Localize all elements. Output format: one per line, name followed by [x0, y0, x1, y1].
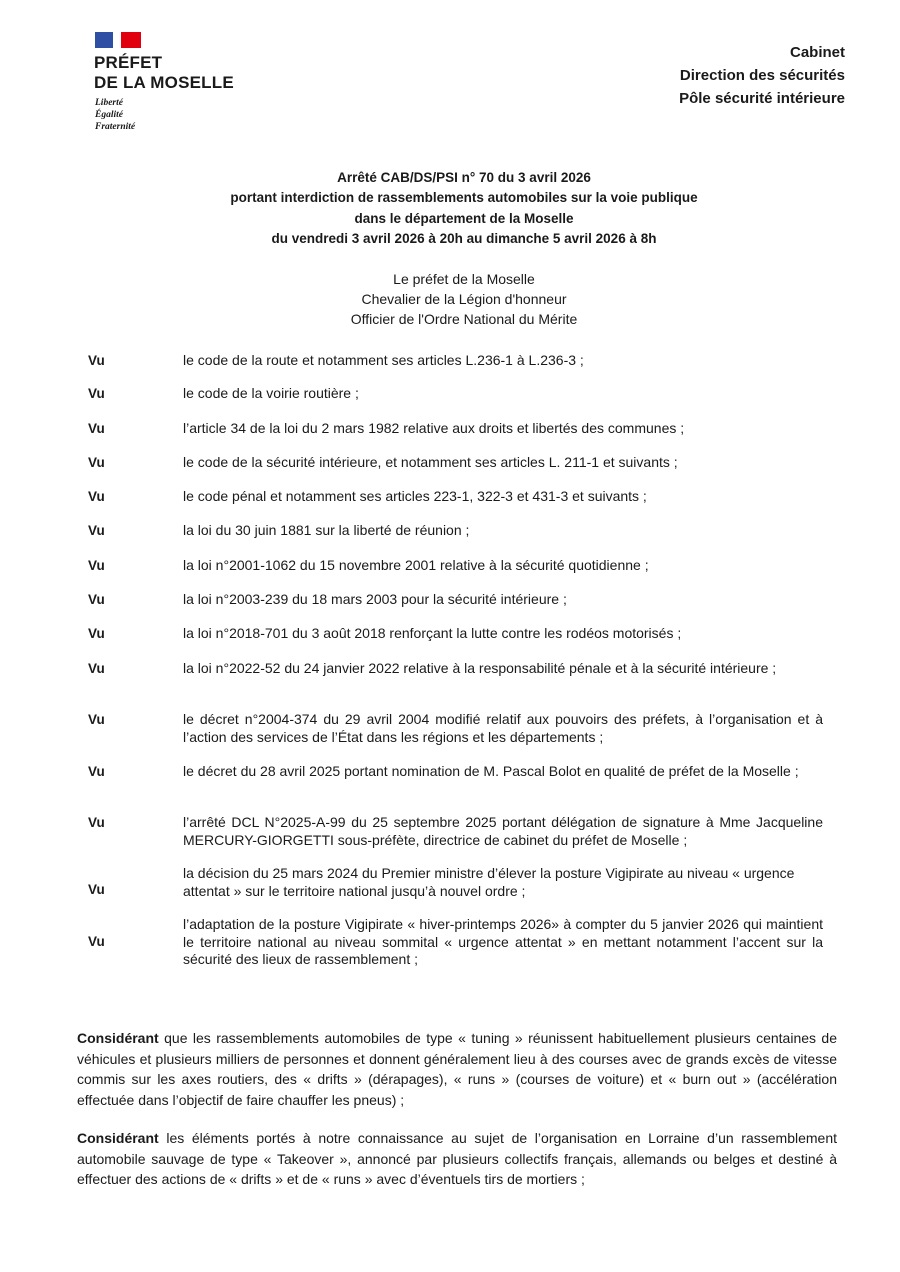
service-header [679, 41, 845, 110]
vu-label: Vu [88, 882, 105, 897]
vu-label: Vu [88, 523, 105, 538]
devise-fraternite: Fraternité [95, 122, 136, 132]
considerant-label: Considérant [77, 1030, 159, 1046]
considerant-label: Considérant [77, 1130, 159, 1146]
prefecture-logo-text [94, 53, 234, 93]
vu-label: Vu [88, 489, 105, 504]
visa-text: la loi n°2022-52 du 24 janvier 2022 relative à la responsabilité pénale et à la sécurité intérieure ; [183, 660, 777, 676]
visa-text: le décret n°2004-374 du 29 avril 2004 modifié relatif aux pouvoirs des préfets, à l’organisation et à l’action des services de l’État dans les régions et les départements ; [183, 711, 823, 745]
visa-text: la loi n°2001-1062 du 15 novembre 2001 relative à la sécurité quotidienne ; [183, 557, 649, 573]
arrete-title [0, 168, 900, 249]
title-line: Arrêté CAB/DS/PSI n° 70 du 3 avril 2026 [337, 170, 591, 185]
service-line: Direction des sécurités [679, 67, 845, 84]
service-line: Pôle sécurité intérieure [679, 90, 845, 107]
preamble-line: Officier de l'Ordre National du Mérite [350, 311, 578, 327]
devise-liberte: Liberté [95, 98, 123, 108]
vu-label: Vu [88, 353, 105, 368]
visa-text: le code de la sécurité intérieure, et notamment ses articles L. 211-1 et suivants ; [183, 454, 678, 470]
devise [95, 97, 135, 133]
vu-label: Vu [88, 934, 105, 949]
service-line: Cabinet [789, 44, 845, 61]
visa-text: l’article 34 de la loi du 2 mars 1982 relative aux droits et libertés des communes ; [183, 420, 685, 436]
vu-label: Vu [88, 815, 105, 830]
visa-text: le code de la route et notamment ses articles L.236-1 à L.236-3 ; [183, 352, 584, 368]
preamble-line: Le préfet de la Moselle [393, 271, 535, 287]
vu-label: Vu [88, 386, 105, 401]
title-line: dans le département de la Moselle [354, 210, 574, 226]
title-line: portant interdiction de rassemblements automobiles sur la voie publique [230, 190, 698, 206]
vu-label: Vu [88, 626, 105, 641]
vu-label: Vu [88, 592, 105, 607]
visa-text: le code de la voirie routière ; [183, 385, 359, 401]
vu-label: Vu [88, 455, 105, 470]
vu-label: Vu [88, 421, 105, 436]
vu-label: Vu [88, 558, 105, 573]
considerant-text: les éléments portés à notre connaissance au sujet de l’organisation en Lorraine d’un rassemblement automobile sauvage de type « Takeover », annoncé par plusieurs collectifs français, allemands ou belges et destiné à effectuer des actions de « drifts » et de « runs » avec d’éventuels tirs de mortiers ; [77, 1130, 838, 1187]
preamble [0, 269, 900, 329]
devise-egalite: Égalité [95, 110, 123, 120]
visa-text: l’adaptation de la posture Vigipirate « hiver-printemps 2026» à compter du 5 janvier 2026 qui maintient le territoire national au niveau sommital « urgence attentat » en mettant notamment l’accent sur la sécurité des lieux de rassemblement ; [183, 916, 823, 967]
considerant-paragraph [77, 1028, 837, 1110]
considerant-paragraph [77, 1128, 837, 1190]
preamble-line: Chevalier de la Légion d'honneur [361, 291, 567, 307]
vu-label: Vu [88, 661, 105, 676]
visa-text: le code pénal et notamment ses articles 223-1, 322-3 et 431-3 et suivants ; [183, 488, 647, 504]
visa-text: l’arrêté DCL N°2025-A-99 du 25 septembre 2025 portant délégation de signature à Mme Jacqueline MERCURY-GIORGETTI sous-préfète, directrice de cabinet du préfet de Moselle ; [183, 814, 823, 848]
visa-text: le décret du 28 avril 2025 portant nomination de M. Pascal Bolot en qualité de préfet de la Moselle ; [183, 763, 799, 779]
considerant-text: que les rassemblements automobiles de type « tuning » réunissent habituellement plusieurs centaines de véhicules et plusieurs milliers de personnes et donnent généralement lieu à des courses avec de grands excès de vitesse commis sur les axes routiers, des « drifts » (dérapages), « runs » (courses de voiture) et « burn out » (accélération effectuée dans l’objectif de faire chauffer les pneus) ; [77, 1030, 838, 1108]
logo-line-2: DE LA MOSELLE [94, 73, 234, 92]
title-line: du vendredi 3 avril 2026 à 20h au dimanche 5 avril 2026 à 8h [271, 230, 657, 246]
marianne-logo-icon [95, 32, 141, 48]
vu-label: Vu [88, 764, 105, 779]
visa-text: la loi n°2003-239 du 18 mars 2003 pour la sécurité intérieure ; [183, 591, 567, 607]
visa-text: la décision du 25 mars 2024 du Premier ministre d’élever la posture Vigipirate au niveau « urgence attentat » sur le territoire national jusqu’à nouvel ordre ; [183, 865, 795, 899]
vu-label: Vu [88, 712, 105, 727]
logo-line-1: PRÉFET [94, 53, 163, 72]
visa-text: la loi du 30 juin 1881 sur la liberté de réunion ; [183, 522, 470, 538]
visa-text: la loi n°2018-701 du 3 août 2018 renforçant la lutte contre les rodéos motorisés ; [183, 625, 682, 641]
